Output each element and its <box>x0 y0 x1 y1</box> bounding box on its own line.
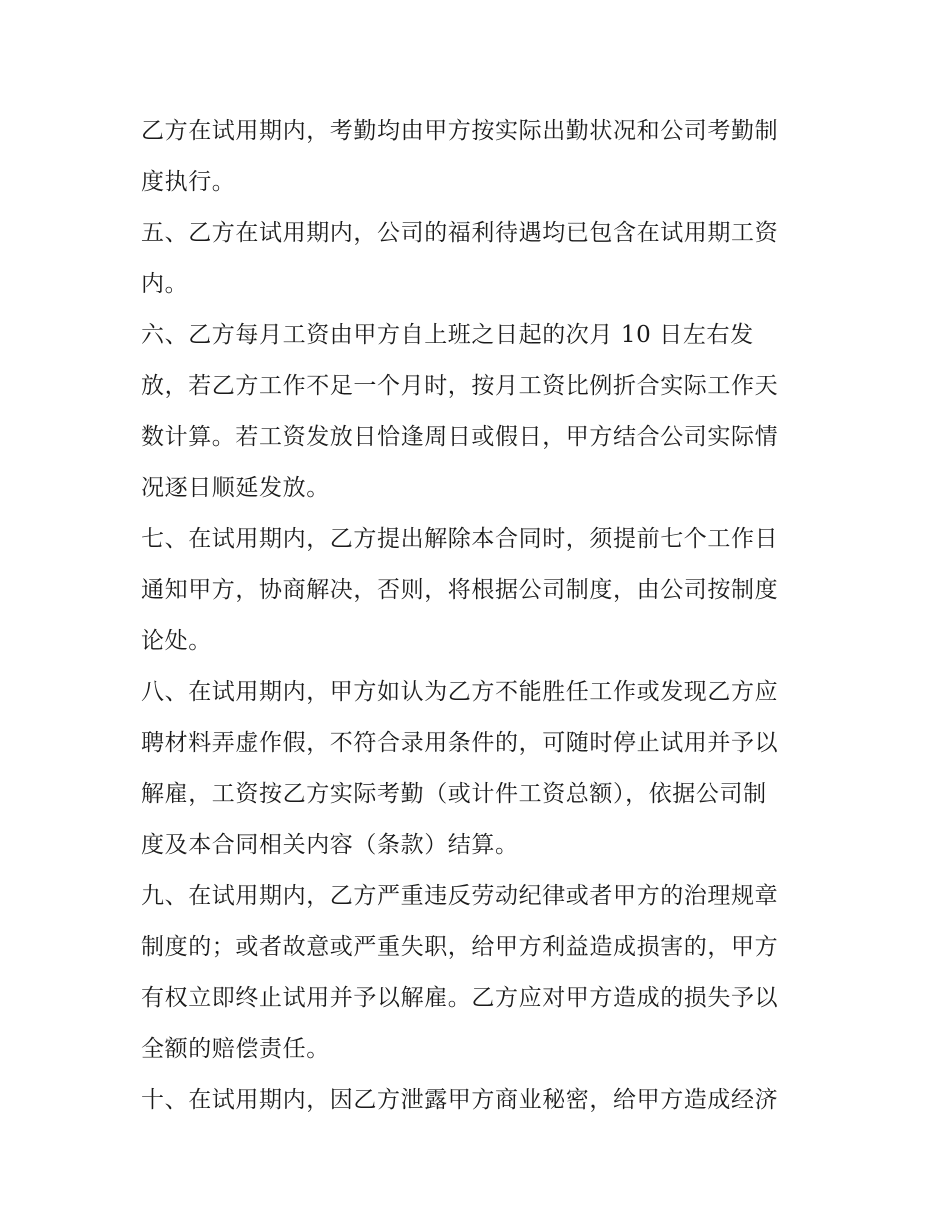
text-line: 七、在试用期内，乙方提出解除本合同时，须提前七个工作日 <box>141 526 779 552</box>
text-line: 解雇，工资按乙方实际考勤（或计件工资总额），依据公司制 <box>141 781 767 807</box>
text-line: 度及本合同相关内容（条款）结算。 <box>141 832 519 858</box>
text-line: 六、乙方每月工资由甲方自上班之日起的次月 10 日左右发 <box>141 322 754 348</box>
text-line: 通知甲方，协商解决，否则，将根据公司制度，由公司按制度 <box>141 577 779 603</box>
text-line: 聘材料弄虚作假，不符合录用条件的，可随时停止试用并予以 <box>141 730 779 756</box>
text-line: 况逐日顺延发放。 <box>141 475 330 501</box>
text-line: 八、在试用期内，甲方如认为乙方不能胜任工作或发现乙方应 <box>141 679 779 705</box>
text-line: 度执行。 <box>141 169 236 195</box>
text-line: 有权立即终止试用并予以解雇。乙方应对甲方造成的损失予以 <box>141 985 779 1011</box>
text-line: 制度的；或者故意或严重失职，给甲方利益造成损害的，甲方 <box>141 934 779 960</box>
text-line: 数计算。若工资发放日恰逢周日或假日，甲方结合公司实际情 <box>141 424 779 450</box>
text-line: 论处。 <box>141 628 212 654</box>
text-line: 放，若乙方工作不足一个月时，按月工资比例折合实际工作天 <box>141 373 779 399</box>
text-line: 五、乙方在试用期内，公司的福利待遇均已包含在试用期工资 <box>141 220 779 246</box>
text-line: 内。 <box>141 271 189 297</box>
text-line: 九、在试用期内，乙方严重违反劳动纪律或者甲方的治理规章 <box>141 883 779 909</box>
text-line: 十、在试用期内，因乙方泄露甲方商业秘密，给甲方造成经济 <box>141 1087 779 1113</box>
text-line: 全额的赔偿责任。 <box>141 1036 330 1062</box>
text-line: 乙方在试用期内，考勤均由甲方按实际出勤状况和公司考勤制 <box>141 118 779 144</box>
document-body <box>141 106 816 1126</box>
